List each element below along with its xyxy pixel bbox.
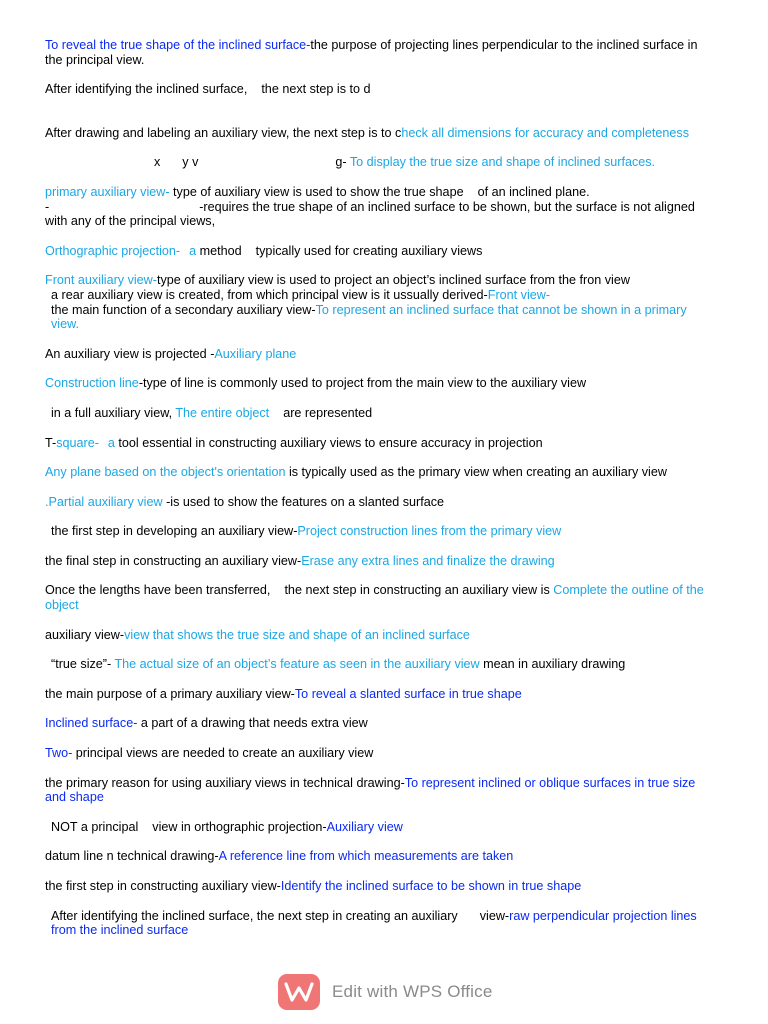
answer-text: Construction line (45, 376, 139, 391)
qa-item (45, 554, 715, 569)
qa-item (45, 406, 715, 421)
answer-text: To display the true size and shape of inclined surfaces. (346, 155, 656, 170)
question-text: is typically used as the primary view when creating an auxiliary view (285, 465, 667, 480)
answer-text: Two- (45, 746, 73, 761)
question-text: method (196, 243, 242, 258)
answer-text: Identify the inclined surface to be shown in true shape (280, 879, 582, 893)
answer-text: Erase any extra lines and finalize the drawing (301, 553, 555, 568)
question-text: type of auxiliary view is used to show the true shape (169, 184, 464, 199)
qa-item (45, 746, 715, 761)
question-text: type of auxiliary view is used to project an object’s inclined surface from the fron view (156, 273, 630, 288)
answer-text: heck all dimensions for accuracy and completeness (401, 125, 690, 140)
question-text: After identifying the inclined surface, (45, 82, 248, 97)
wps-w-glyph-icon (284, 981, 314, 1003)
question-text: the next step in constructing an auxiliary view is (284, 583, 550, 598)
qa-item (45, 347, 715, 362)
answer-text: .Partial auxiliary view (45, 494, 163, 509)
qa-item (45, 583, 715, 612)
question-text: view- (479, 908, 510, 923)
answer-text: To reveal a slanted surface in true shape (294, 686, 522, 701)
answer-text: The entire object (172, 405, 270, 420)
qa-item (45, 126, 715, 141)
qa-item (45, 376, 715, 391)
answer-text: A reference line from which measurements are taken (218, 849, 514, 864)
question-text: in a full auxiliary view, (51, 405, 173, 420)
fragment-text: - (45, 199, 50, 214)
qa-item (45, 82, 715, 97)
answer-text: a (107, 435, 115, 450)
answer-text: To represent inclined or oblique surfaces in true size and shape (45, 775, 696, 805)
question-text: After identifying the inclined surface, the next step in creating an auxiliary (51, 908, 458, 923)
question-text: typically used for creating auxiliary views (255, 243, 483, 258)
question-text: a part of a drawing that needs extra view (137, 716, 368, 731)
question-text: the main function of a secondary auxiliary view- (51, 302, 316, 317)
qa-item (45, 909, 715, 938)
qa-item (45, 716, 715, 731)
question-text: mean in auxiliary drawing (479, 657, 626, 672)
qa-item (45, 244, 715, 259)
qa-item (45, 524, 715, 539)
question-text: the next step is to d (261, 82, 371, 97)
answer-text: Front auxiliary view- (45, 273, 157, 288)
question-text: datum line n technical drawing- (45, 849, 219, 864)
qa-item (45, 436, 715, 451)
document-body (45, 38, 715, 953)
question-text: NOT a principal (51, 819, 139, 834)
qa-item (45, 849, 715, 864)
wps-logo-icon (278, 974, 320, 1010)
question-text: An auxiliary view is projected - (45, 346, 215, 361)
question-text: -requires the true shape of an inclined surface to be shown, but the surface is not aligned with any of the principal views, (45, 199, 695, 229)
answer-text: The actual size of an object’s feature as seen in the auxiliary view (111, 657, 480, 672)
question-text: the purpose of projecting lines perpendicular to the inclined surface in the principal view. (45, 38, 698, 67)
question-text: the main purpose of a primary auxiliary view- (45, 686, 295, 701)
fragment-text: y v (182, 155, 199, 170)
qa-item (45, 273, 715, 331)
qa-item (45, 820, 715, 835)
question-text: the first step in constructing auxiliary view- (45, 879, 281, 893)
question-text: auxiliary view- (45, 627, 125, 642)
answer-text: Front view- (487, 287, 551, 302)
question-text: Once the lengths have been transferred, (45, 583, 271, 598)
answer-text: a (189, 243, 197, 258)
question-text: After drawing and labeling an auxiliary view, the next step is to c (45, 125, 402, 140)
wps-edit-banner[interactable] (278, 974, 493, 1010)
question-text: of an inclined plane. (477, 184, 590, 199)
qa-item (45, 628, 715, 643)
question-text: tool essential in constructing auxiliary views to ensure accuracy in projection (114, 435, 543, 450)
question-text: -is used to show the features on a slanted surface (162, 494, 445, 509)
answer-text: primary auxiliary view- (45, 184, 170, 199)
question-text: T- (45, 435, 57, 450)
question-text: principal views are needed to create an auxiliary view (72, 746, 374, 761)
answer-text: Orthographic projection- (45, 243, 181, 258)
answer-text: Auxiliary plane (214, 346, 297, 361)
qa-item (45, 465, 715, 480)
question-text: the primary reason for using auxiliary views in technical drawing- (45, 775, 405, 790)
answer-text: Project construction lines from the primary view (297, 524, 562, 539)
qa-item (45, 687, 715, 702)
qa-item (45, 657, 715, 672)
question-text: the final step in constructing an auxiliary view- (45, 553, 302, 568)
qa-item (45, 185, 715, 229)
qa-item (45, 155, 715, 170)
fragment-text: g- (335, 155, 347, 170)
answer-text: Auxiliary view (326, 819, 403, 834)
qa-item (45, 495, 715, 510)
question-text: a rear auxiliary view is created, from which principal view is it ussually derived- (51, 287, 488, 302)
answer-text: To represent an inclined surface that cannot be shown in a primary view. (51, 302, 687, 332)
question-text: the first step in developing an auxiliary view- (51, 524, 298, 539)
question-text: -type of line is commonly used to project from the main view to the auxiliary view (138, 376, 587, 391)
answer-text: To reveal the true shape of the inclined surface- (45, 38, 311, 52)
qa-item (45, 879, 715, 894)
question-text: are represented (283, 405, 373, 420)
qa-item (45, 776, 715, 805)
question-text: view in orthographic projection- (152, 819, 327, 834)
answer-text: Complete the outline of the object (45, 583, 704, 613)
qa-item (45, 38, 715, 67)
answer-text: view that shows the true size and shape of an inclined surface (124, 627, 470, 642)
question-text: “true size”- (51, 657, 112, 672)
answer-text: square- (56, 435, 99, 450)
fragment-text: x (154, 155, 161, 170)
answer-text: Inclined surface- (45, 716, 138, 731)
wps-edit-label[interactable]: Edit with WPS Office (332, 981, 493, 1001)
answer-text: raw perpendicular projection lines from the inclined surface (51, 908, 697, 938)
answer-text: Any plane based on the object's orientation (45, 465, 286, 480)
